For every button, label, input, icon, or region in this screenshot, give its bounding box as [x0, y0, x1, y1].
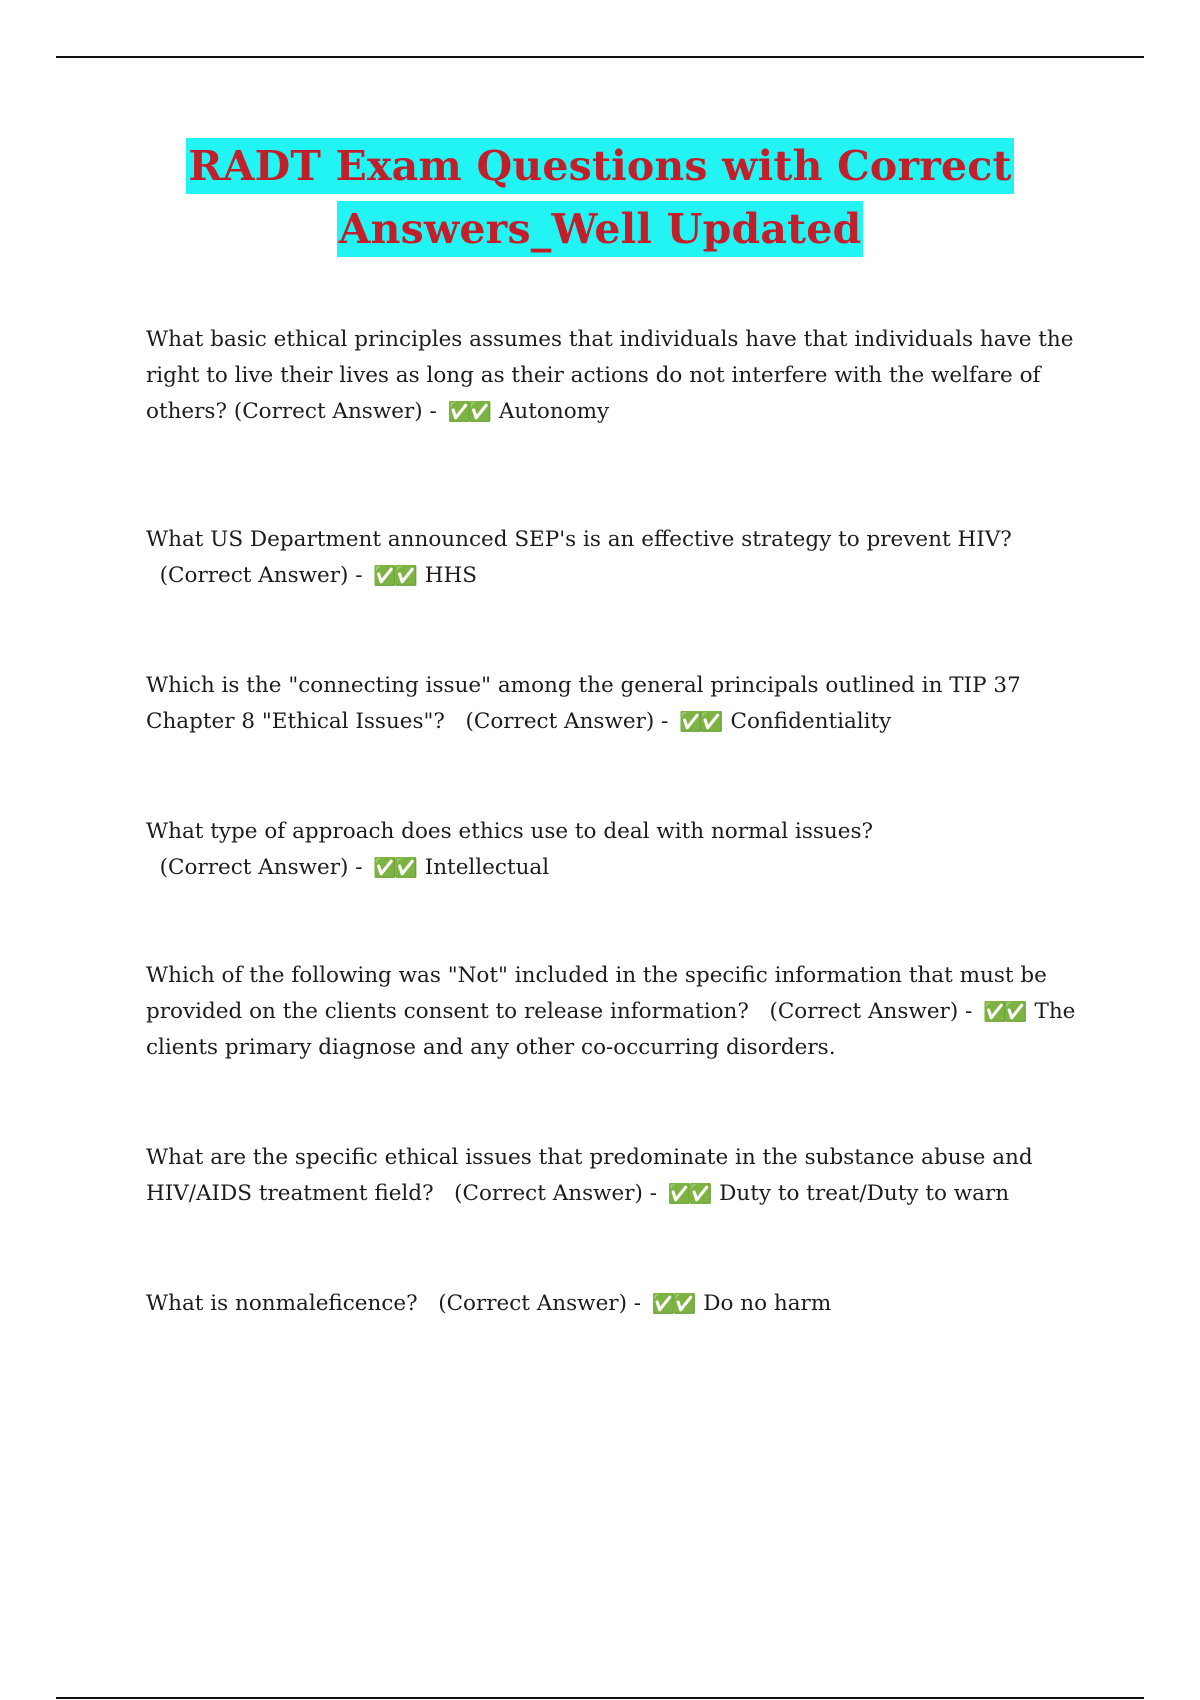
question-text: What US Department announced SEP's is an effective strategy to prevent HIV?: [146, 527, 1012, 552]
qa-item: [146, 322, 1096, 430]
correct-answer-label: (Correct Answer) -: [769, 999, 973, 1024]
answer-text: Duty to treat/Duty to warn: [719, 1181, 1010, 1206]
answer-text: Intellectual: [424, 855, 550, 880]
correct-answer-label: (Correct Answer) -: [438, 1291, 642, 1316]
correct-answer-label: (Correct Answer) -: [159, 563, 363, 588]
double-check-icon: ✅✅: [667, 1183, 710, 1205]
double-check-icon: ✅✅: [651, 1293, 694, 1315]
correct-answer-label: (Correct Answer) -: [159, 855, 363, 880]
document-title: [0, 138, 1200, 264]
qa-item: [146, 668, 1096, 740]
question-text: What is nonmaleficence?: [146, 1291, 418, 1316]
title-line-2: Answers_Well Updated: [337, 201, 864, 257]
question-text: What basic ethical principles assumes that individuals have that individuals have the right to live their lives as long as their actions do not interfere with the welfare of others?: [146, 327, 1074, 424]
qa-item: [146, 814, 1096, 886]
answer-text: Confidentiality: [730, 709, 892, 734]
qa-item: [146, 958, 1096, 1066]
double-check-icon: ✅✅: [679, 711, 721, 733]
qa-item: [146, 1286, 1096, 1322]
correct-answer-label: (Correct Answer) -: [233, 399, 437, 424]
double-check-icon: ✅✅: [373, 565, 415, 587]
answer-text: HHS: [424, 563, 477, 588]
qa-item: [146, 522, 1096, 594]
double-check-icon: ✅✅: [447, 401, 489, 423]
answer-text: Do no harm: [703, 1291, 832, 1316]
question-text: What are the specific ethical issues that predominate in the substance abuse and HIV/AIDS treatment field?: [146, 1145, 1033, 1206]
answer-text: Autonomy: [498, 399, 610, 424]
footer-rule: [56, 1697, 1144, 1699]
qa-item: [146, 1140, 1096, 1212]
question-text: Which is the "connecting issue" among the general principals outlined in TIP 37 Chapter 8 "Ethical Issues"?: [146, 673, 1021, 734]
correct-answer-label: (Correct Answer) -: [454, 1181, 657, 1206]
question-text: What type of approach does ethics use to deal with normal issues?: [146, 819, 874, 844]
title-line-1: RADT Exam Questions with Correct: [186, 138, 1013, 194]
double-check-icon: ✅✅: [983, 1001, 1025, 1023]
double-check-icon: ✅✅: [373, 857, 415, 879]
header-rule: [56, 56, 1144, 58]
answer-text: The clients primary diagnose and any other co-occurring disorders.: [146, 999, 1076, 1060]
correct-answer-label: (Correct Answer) -: [465, 709, 669, 734]
question-text: Which of the following was "Not" included in the specific information that must be provided on the clients consent to release information?: [146, 963, 1047, 1024]
